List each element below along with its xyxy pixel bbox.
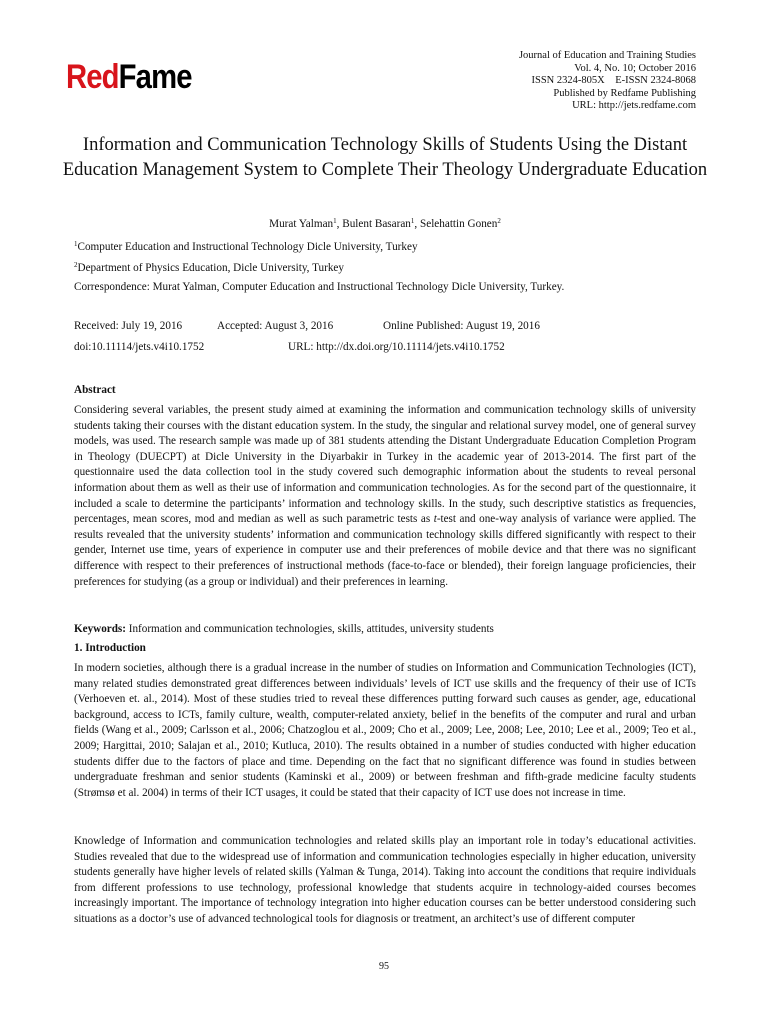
affiliation-2 [74, 262, 344, 274]
url-link[interactable]: URL: http://dx.doi.org/10.11114/jets.v4i10.1752 [288, 341, 505, 353]
affiliation-1 [74, 241, 418, 253]
author-1-sup: 1 [333, 217, 337, 225]
journal-info [519, 50, 696, 113]
doi-line [74, 341, 505, 353]
accepted-date: Accepted: August 3, 2016 [217, 320, 334, 332]
journal-publisher: Published by Redfame Publishing [553, 87, 696, 99]
abstract-heading: Abstract [74, 384, 116, 396]
introduction-paragraph-2: Knowledge of Information and communication technologies and related skills play an important role in today’s educational activities. Studies revealed that due to the widespread use of information and communication technologies especially in higher education, university students generally have higher levels of related skills (Yalman & Tunga, 2014). Taking into account the conditions that require individuals from different professions to use technology, professional knowledge that students acquire in technology-aided courses becomes increasingly important. The importance of technology integration into higher education courses can be better understood considering such situations as a doctor’s use of advanced technological tools for diagnosis or treatment, an architect’s use of different computer [74, 835, 696, 925]
author-1: Murat Yalman [269, 218, 334, 230]
journal-name: Journal of Education and Training Studies [518, 50, 696, 61]
page-number: 95 [379, 961, 389, 972]
keywords-label: Keywords: [74, 623, 126, 635]
received-date: Received: July 19, 2016 [74, 320, 183, 332]
keywords-text: Information and communication technologies, skills, attitudes, university students [125, 623, 494, 635]
author-2: Bulent Basaran [342, 218, 411, 230]
doi-link[interactable]: doi:10.11114/jets.v4i10.1752 [74, 341, 205, 353]
introduction-paragraph-1: In modern societies, although there is a gradual increase in the number of studies on Information and Communication Technologies (ICT), many related studies demonstrated great differences between individuals’ levels of ICT use skills and the frequency of their use of ICTs (Verhoeven et. al., 2014). Most of these studies tried to reveal these differences putting forward such causes as gender, age, educational background, access to ICTs, family culture, wealth, computer-related anxiety, belief in the benefits of the computer and rural and urban fields (Wang et al., 2009; Carlsson et al., 2006; Chatzoglou et al., 2009; Cho et al., 2009; Lee, 2008; Lee, 2010; Lee et al., 2009; Teo et al., 2009; Hargittai, 2010; Salajan et al., 2010; Kutluca, 2010). The results obtained in a number of studies conducted with higher education students differ due to the factors of place and time. Depending on the fact that no significant difference was found in studies between undergraduate freshman and senior students (Kaminski et al., 2009) or between freshman and fifth-grade medicine faculty students (Strømsø et al. 2004) in terms of their ICT usages, it could be stated that their capacity of ICT use does not increase in time. [74, 662, 696, 799]
affiliation-2-text: Department of Physics Education, Dicle University, Turkey [77, 262, 344, 274]
abstract-text-1: Considering several variables, the present study aimed at examining the information and communication technology skills of university students taking their courses with the distant education system. In the study, the singular and relational survey model, one of general survey models, was used. The research sample was made up of 381 students attending the Distant Undergraduate Education Completion Program in Theology (DUECPT) at Dicle University in the Diyarbakir in Turkey in the academic year of 2013-2014. The first part of the questionnaire used the data collection tool in the study covered such demographic information about the students to reveal personal information about them as well as their use of information and communication technologies. As for the second part of the questionnaire, it included a scale to determine the participants’ information and technology skills. In the study, such descriptive statistics as frequencies, percentages, mean scores, mod and median as well as such parametric tests as [74, 404, 696, 526]
introduction-heading: 1. Introduction [74, 642, 146, 654]
author-3: Selehattin Gonen [420, 218, 498, 230]
keywords-line [74, 622, 696, 638]
affiliation-2-sup: 2 [74, 261, 78, 269]
logo-black-part: Fame [118, 58, 192, 96]
author-list [60, 218, 710, 230]
author-2-sup: 1 [410, 217, 415, 225]
publication-dates [74, 320, 540, 332]
journal-issn: ISSN 2324-805X E-ISSN 2324-8068 [531, 75, 696, 87]
abstract-text-2: -test and one-way analysis of variance were applied. The results revealed that the university students’ information and communication technology skills differed significantly with respect to their gender, Internet use time, years of experience in computer use and their preferences of mobile device and that there was no significant difference with respect to their preferences of instructional methods (face-to-face or blended), their foreign language proficiencies, their preferences for studying (as a group or individual) and their preferences in learning. [74, 513, 696, 588]
logo-red-part: Red [66, 58, 119, 96]
author-separator: , [414, 218, 420, 230]
author-3-sup: 2 [497, 217, 501, 225]
author-separator: , [336, 218, 343, 230]
journal-url: URL: http://jets.redfame.com [572, 100, 696, 112]
correspondence: Correspondence: Murat Yalman, Computer Education and Instructional Technology Dicle University, Turkey. [74, 281, 565, 293]
redfame-logo [66, 57, 192, 97]
abstract-body [74, 403, 696, 590]
abstract-text-italic: t [433, 513, 437, 526]
paper-title: Information and Communication Technology Skills of Students Using the Distant Education Management System to Complete Their Theology Undergraduate Education [62, 135, 708, 180]
published-date: Online Published: August 19, 2016 [383, 320, 540, 332]
affiliation-1-text: Computer Education and Instructional Technology Dicle University, Turkey [77, 241, 418, 253]
journal-volume: Vol. 4, No. 10; October 2016 [574, 62, 696, 74]
affiliation-1-sup: 1 [74, 240, 78, 248]
